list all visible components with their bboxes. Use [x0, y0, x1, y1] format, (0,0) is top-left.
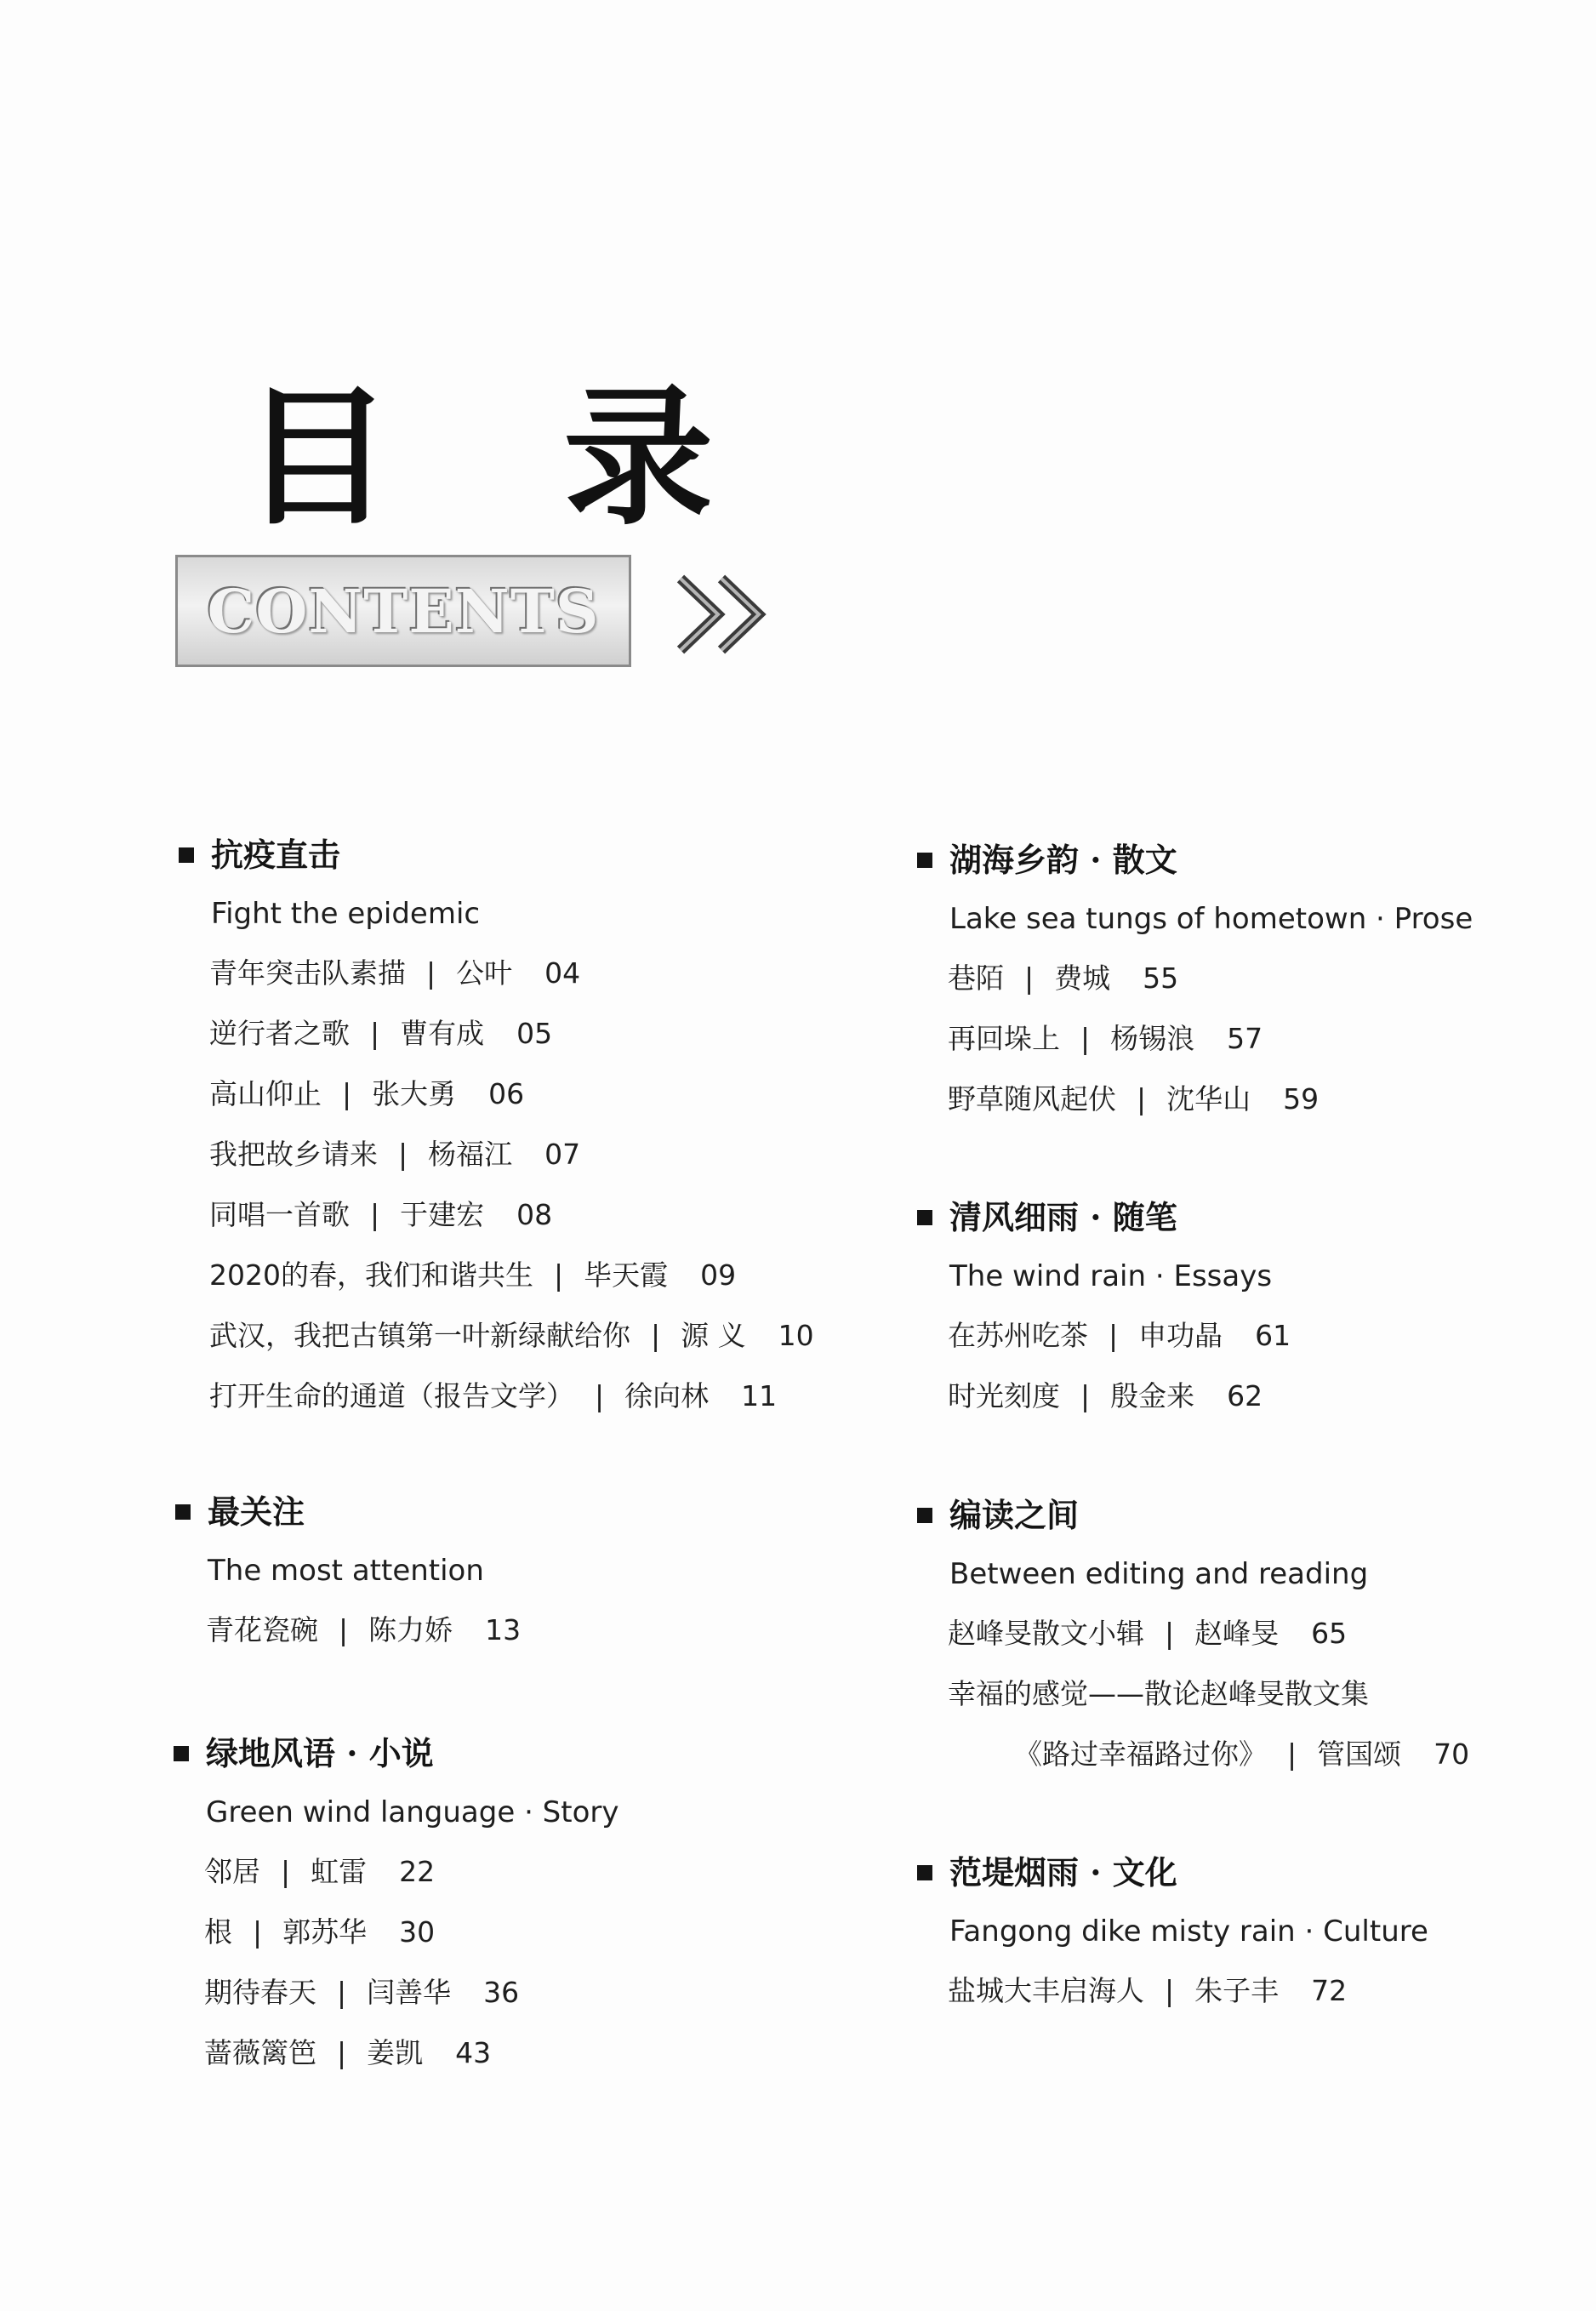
toc-entry[interactable] [204, 2033, 619, 2093]
toc-list [204, 1852, 619, 2093]
entry-title: 2020的春，我们和谐共生 [209, 1258, 533, 1292]
section-title: 绿地风语 · 小说 [206, 1734, 434, 1772]
toc-entry[interactable] [948, 1613, 1469, 1674]
entry-author: 费城 [1054, 961, 1111, 995]
toc-list [948, 958, 1473, 1139]
toc-entry[interactable] [204, 1972, 619, 2033]
toc-entry[interactable] [209, 1376, 814, 1436]
entry-author: 曹有成 [400, 1017, 485, 1050]
toc-list [948, 1315, 1291, 1436]
toc-entry[interactable] [948, 1971, 1428, 2031]
entry-author: 陈力娇 [368, 1613, 453, 1646]
entry-page: 57 [1227, 1022, 1263, 1055]
entry-page: 62 [1227, 1379, 1263, 1412]
entry-title: 野草随风起伏 [948, 1082, 1116, 1116]
section-heading [917, 1494, 1469, 1537]
entry-author: 申功晶 [1138, 1319, 1223, 1352]
square-bullet-icon [917, 853, 932, 868]
toc-entry[interactable] [948, 1376, 1291, 1436]
toc-entry[interactable] [206, 1610, 521, 1670]
section-title: 湖海乡韵 · 散文 [949, 841, 1177, 879]
entry-separator: | [253, 1915, 263, 1949]
entry-separator: | [1109, 1319, 1119, 1352]
entry-page: 04 [544, 956, 581, 990]
entry-separator: | [337, 1976, 347, 2009]
toc-entry-continued[interactable] [948, 1734, 1469, 1795]
entry-title: 高山仰止 [209, 1077, 322, 1110]
square-bullet-icon [917, 1210, 932, 1225]
entry-separator: | [1165, 1974, 1175, 2007]
entry-page: 22 [399, 1855, 436, 1888]
entry-title: 期待春天 [204, 1976, 316, 2009]
entry-title: 青花瓷碗 [206, 1613, 318, 1646]
entry-separator: | [370, 1198, 380, 1231]
entry-title: 再回垛上 [948, 1022, 1060, 1055]
entry-separator: | [1165, 1617, 1175, 1650]
entry-title: 武汉，我把古镇第一叶新绿献给你 [209, 1319, 630, 1352]
section-story [174, 1732, 619, 2093]
entry-title: 赵峰旻散文小辑 [948, 1617, 1144, 1650]
entry-author: 赵峰旻 [1194, 1617, 1280, 1650]
entry-separator: | [398, 1138, 408, 1171]
entry-author: 张大勇 [372, 1077, 457, 1110]
entry-author: 姜凯 [367, 2036, 424, 2069]
section-editing-reading [917, 1494, 1469, 1795]
section-heading [175, 1491, 521, 1533]
entry-author: 毕天霞 [584, 1258, 669, 1292]
section-title: 最关注 [208, 1492, 305, 1531]
entry-title: 蔷薇篱笆 [204, 2036, 316, 2069]
entry-author: 源 义 [681, 1319, 746, 1352]
section-subtitle: Lake sea tungs of hometown · Prose [949, 902, 1473, 936]
entry-page: 13 [485, 1613, 522, 1646]
entry-author: 沈华山 [1166, 1082, 1251, 1116]
entry-author: 管国颂 [1317, 1738, 1402, 1771]
square-bullet-icon [179, 847, 194, 863]
entry-title: 时光刻度 [948, 1379, 1060, 1412]
entry-author: 殷金来 [1110, 1379, 1195, 1412]
entry-title: 逆行者之歌 [209, 1017, 350, 1050]
entry-page: 05 [516, 1017, 553, 1050]
toc-entry[interactable] [209, 1195, 814, 1255]
entry-author: 虹雷 [311, 1855, 368, 1888]
contents-label: CONTENTS [207, 575, 600, 647]
section-prose [917, 839, 1473, 1139]
section-title: 抗疫直击 [211, 836, 341, 874]
section-heading [917, 839, 1473, 882]
contents-banner [175, 555, 631, 667]
entry-separator: | [651, 1319, 661, 1352]
section-subtitle: Fangong dike misty rain · Culture [949, 1914, 1428, 1949]
entry-title: 巷陌 [948, 961, 1004, 995]
entry-page: 43 [455, 2036, 492, 2069]
toc-entry[interactable] [204, 1852, 619, 1912]
section-heading [179, 834, 814, 876]
toc-entry[interactable] [209, 953, 814, 1013]
entry-page: 08 [516, 1198, 553, 1231]
section-heading [917, 1852, 1428, 1894]
entry-author: 杨福江 [428, 1138, 513, 1171]
square-bullet-icon [174, 1746, 189, 1761]
entry-page: 11 [741, 1379, 778, 1412]
entry-author: 朱子丰 [1194, 1974, 1280, 2007]
toc-entry[interactable] [948, 1079, 1473, 1139]
section-most-attention [175, 1491, 521, 1670]
section-subtitle: The most attention [208, 1554, 484, 1588]
section-title: 清风细雨 · 随笔 [949, 1198, 1177, 1236]
entry-page: 36 [483, 1976, 520, 2009]
entry-separator: | [337, 2036, 347, 2069]
entry-separator: | [595, 1379, 605, 1412]
entry-page: 61 [1255, 1319, 1291, 1352]
double-chevron-right-icon [674, 572, 776, 657]
entry-separator: | [339, 1613, 349, 1646]
entry-title: 青年突击队素描 [209, 956, 406, 990]
toc-list [948, 1971, 1428, 2031]
entry-author: 于建宏 [400, 1198, 485, 1231]
entry-separator: | [1080, 1022, 1091, 1055]
entry-separator: | [281, 1855, 291, 1888]
section-title: 范堤烟雨 · 文化 [949, 1853, 1177, 1892]
square-bullet-icon [175, 1504, 191, 1520]
toc-list [206, 1610, 521, 1670]
toc-list [948, 1613, 1469, 1795]
toc-entry[interactable] [209, 1013, 814, 1074]
entry-page: 10 [778, 1319, 814, 1352]
entry-title: 盐城大丰启海人 [948, 1974, 1144, 2007]
entry-author: 闫善华 [367, 1976, 452, 2009]
entry-page: 30 [399, 1915, 436, 1949]
section-subtitle: Between editing and reading [949, 1557, 1369, 1591]
section-title: 编读之间 [949, 1496, 1080, 1534]
entry-author: 公叶 [456, 956, 513, 990]
toc-entry[interactable] [209, 1134, 814, 1195]
square-bullet-icon [917, 1508, 932, 1523]
toc-entry[interactable] [948, 1315, 1291, 1376]
entry-separator: | [1024, 961, 1035, 995]
entry-author: 徐向林 [624, 1379, 710, 1412]
section-subtitle: The wind rain · Essays [949, 1259, 1273, 1293]
entry-separator: | [553, 1258, 564, 1292]
entry-separator: | [342, 1077, 352, 1110]
entry-separator: | [426, 956, 436, 990]
toc-entry[interactable] [948, 958, 1473, 1019]
entry-author: 杨锡浪 [1110, 1022, 1195, 1055]
entry-title: 根 [204, 1915, 232, 1949]
section-subtitle: Green wind language · Story [206, 1795, 619, 1829]
entry-page: 09 [700, 1258, 737, 1292]
section-fight-epidemic [179, 834, 814, 1436]
entry-title: 打开生命的通道（报告文学） [209, 1379, 574, 1412]
entry-title: 在苏州吃茶 [948, 1319, 1088, 1352]
toc-entry[interactable] [948, 1019, 1473, 1079]
toc-entry[interactable] [209, 1315, 814, 1376]
entry-separator: | [1287, 1738, 1297, 1771]
entry-separator: | [1080, 1379, 1091, 1412]
entry-page: 07 [544, 1138, 581, 1171]
section-heading [917, 1196, 1291, 1239]
section-subtitle: Fight the epidemic [211, 897, 481, 931]
entry-title: 同唱一首歌 [209, 1198, 350, 1231]
entry-title: 幸福的感觉——散论赵峰旻散文集 [948, 1677, 1369, 1710]
entry-page: 59 [1283, 1082, 1320, 1116]
entry-author: 郭苏华 [282, 1915, 368, 1949]
entry-title: 《路过幸福路过你》 [1014, 1738, 1267, 1771]
entry-page: 65 [1311, 1617, 1348, 1650]
entry-title: 邻居 [204, 1855, 260, 1888]
section-heading [174, 1732, 619, 1775]
entry-separator: | [370, 1017, 380, 1050]
entry-page: 72 [1311, 1974, 1348, 2007]
section-culture [917, 1852, 1428, 2031]
square-bullet-icon [917, 1865, 932, 1880]
entry-page: 55 [1143, 961, 1179, 995]
entry-title: 我把故乡请来 [209, 1138, 378, 1171]
toc-entry[interactable] [204, 1912, 619, 1972]
page-title: 目 录 [242, 369, 773, 545]
toc-entry[interactable] [209, 1074, 814, 1134]
toc-entry[interactable] [209, 1255, 814, 1315]
entry-page: 70 [1434, 1738, 1470, 1771]
section-essays [917, 1196, 1291, 1436]
toc-list [209, 953, 814, 1436]
toc-entry[interactable] [948, 1674, 1469, 1734]
entry-separator: | [1137, 1082, 1147, 1116]
entry-page: 06 [488, 1077, 525, 1110]
